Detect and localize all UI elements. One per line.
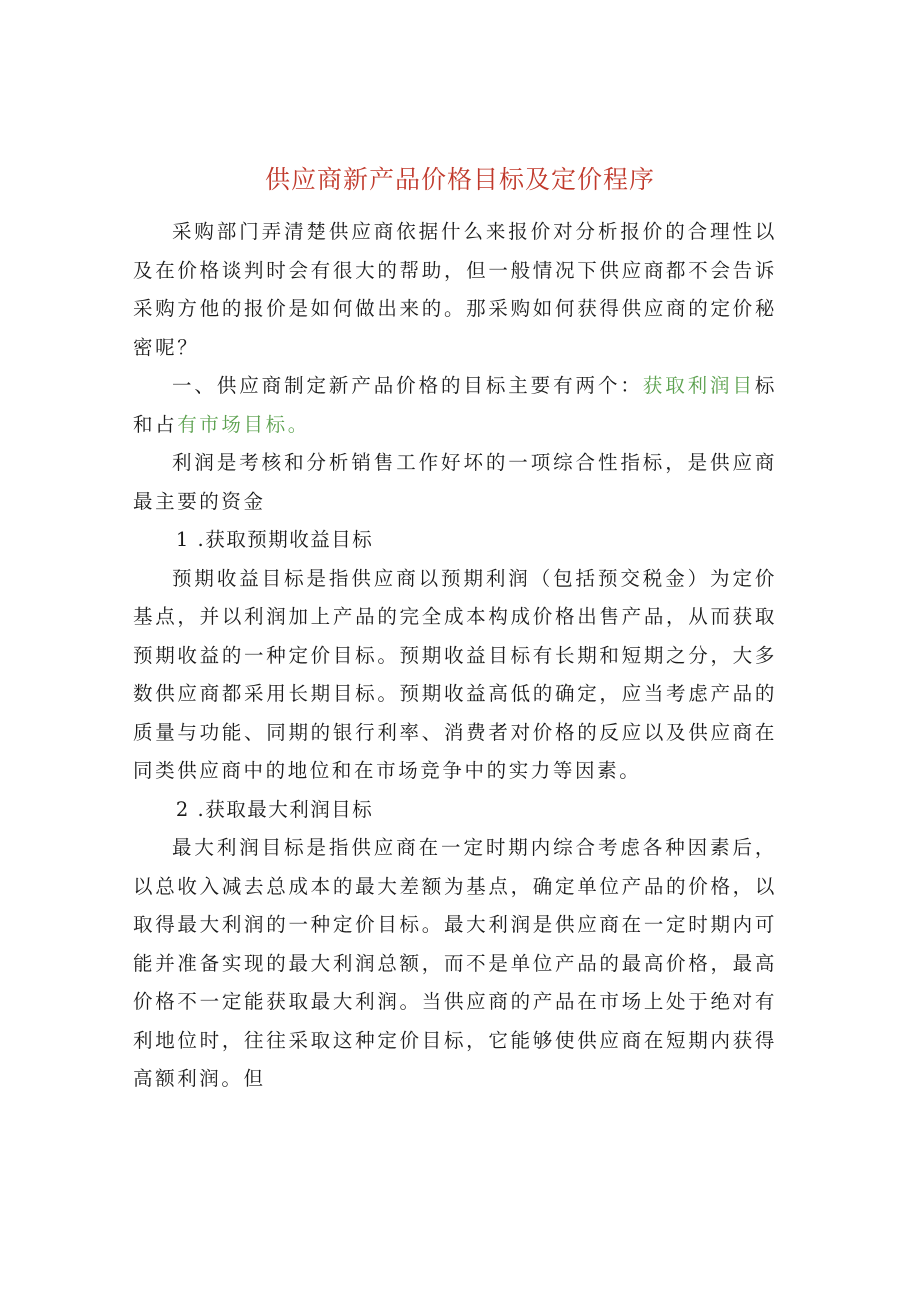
intro-paragraph: 采购部门弄清楚供应商依据什么来报价对分析报价的合理性以及在价格谈判时会有很大的帮助，但一般情况下供应商都不会告诉采购方他的报价是如何做出来的。那采购如何获得供应商的定价秘密呢？	[133, 220, 777, 359]
goals-prefix: 一、供应商制定新产品价格的目标主要有两个：	[172, 374, 643, 397]
section-heading-2: 2 .获取最大利润目标	[175, 797, 374, 821]
goals-mid: 标和占	[133, 374, 777, 436]
goal-link-profit[interactable]: 获取利润目	[642, 374, 755, 397]
goal-link-market[interactable]: 有市场目标。	[177, 412, 310, 436]
section-heading-1: 1 .获取预期收益目标	[175, 528, 374, 551]
profit-paragraph: 利润是考核和分析销售工作好坏的一项综合性指标，是供应商最主要的资金	[133, 451, 777, 513]
section-1-paragraph: 预期收益目标是指供应商以预期利润（包括预交税金）为定价基点，并以利润加上产品的完全成本构成价格出售产品，从而获取预期收益的一种定价目标。预期收益目标有长期和短期之分，大多数供应商都采用长期目标。预期收益高低的确定，应当考虑产品的质量与功能、同期的银行利率、消费者对价格的反应以及供应商在同类供应商中的地位和在市场竞争中的实力等因素。	[133, 566, 777, 782]
document-title: 供应商新产品价格目标及定价程序	[264, 165, 655, 194]
document-body	[133, 213, 777, 1099]
goals-paragraph	[133, 367, 777, 444]
section-2-paragraph: 最大利润目标是指供应商在一定时期内综合考虑各种因素后，以总收入减去总成本的最大差额为基点，确定单位产品的价格，以取得最大利润的一种定价目标。最大利润是供应商在一定时期内可能并准备实现的最大利润总额，而不是单位产品的最高价格，最高价格不一定能获取最大利润。当供应商的产品在市场上处于绝对有利地位时，往往采取这种定价目标，它能够使供应商在短期内获得高额利润。但	[133, 836, 777, 1090]
